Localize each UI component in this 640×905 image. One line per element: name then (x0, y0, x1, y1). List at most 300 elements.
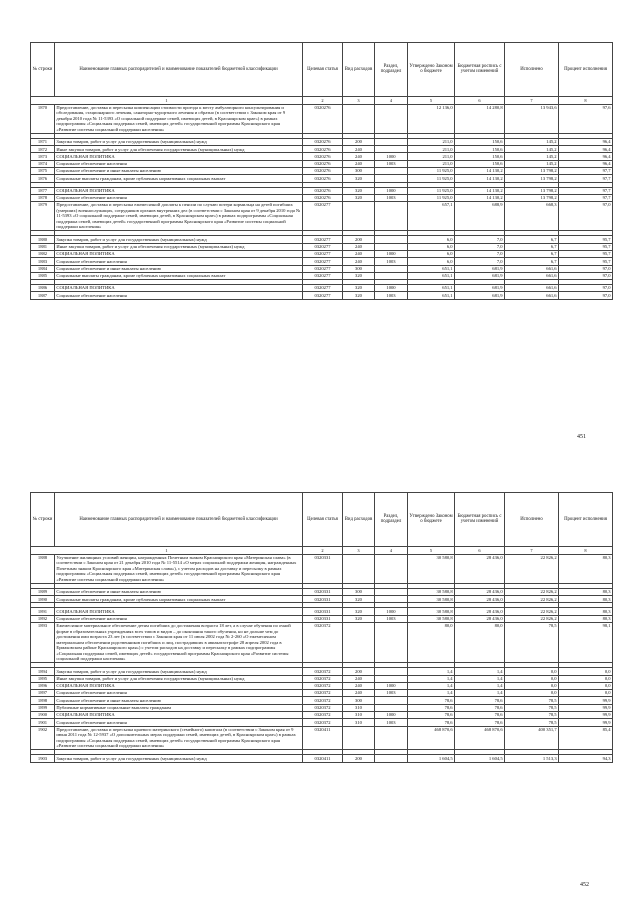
target-article: 0320276 (303, 167, 343, 174)
row-number: 1871 (31, 138, 55, 145)
target-article: 0320372 (303, 622, 343, 662)
target-article: 0320276 (303, 160, 343, 167)
section-code (375, 668, 408, 675)
column-number: 1 (31, 96, 303, 104)
budget-list-amount: 78,6 (455, 711, 505, 718)
document-page-451 (0, 0, 640, 452)
expense-type: 200 (343, 755, 375, 762)
execution-percent: 80,3 (559, 596, 613, 603)
target-article: 0320372 (303, 697, 343, 704)
expense-type: 240 (343, 146, 375, 153)
budget-list-amount: 78,6 (455, 719, 505, 726)
section-code (375, 726, 408, 750)
expense-type: 320 (343, 194, 375, 201)
approved-amount: 11 925,0 (408, 187, 455, 194)
execution-percent: 97,7 (559, 187, 613, 194)
budget-list-amount: 681,9 (455, 285, 505, 292)
execution-percent: 98,1 (559, 622, 613, 662)
approved-amount: 1 604,5 (408, 755, 455, 762)
target-article: 0320372 (303, 668, 343, 675)
row-number: 1882 (31, 250, 55, 257)
approved-amount: 30 580,8 (408, 596, 455, 603)
budget-list-amount: 14 130,2 (455, 167, 505, 174)
budget-list-amount: 28 436,0 (455, 588, 505, 595)
section-code: 1000 (375, 285, 408, 292)
budget-list-amount: 468 870,6 (455, 726, 505, 750)
approved-amount: 1,4 (408, 675, 455, 682)
section-code: 1000 (375, 711, 408, 718)
execution-percent: 80,3 (559, 608, 613, 615)
row-name: Иные закупки товаров, работ и услуг для обеспечения государственных (муниципальных) нужд (55, 243, 303, 250)
expense-type (343, 726, 375, 750)
column-number: 4 (375, 546, 408, 554)
execution-percent: 96,4 (559, 160, 613, 167)
column-number: 2 (303, 546, 343, 554)
executed-amount: 78,5 (505, 711, 559, 718)
header-row-number: № строки (31, 43, 55, 97)
row-number: 1888 (31, 554, 55, 583)
section-code (375, 236, 408, 243)
budget-list-amount: 28 436,0 (455, 608, 505, 615)
expense-type: 320 (343, 292, 375, 299)
table-row (31, 608, 613, 615)
expense-type: 310 (343, 704, 375, 711)
budget-list-amount: 28 436,0 (455, 596, 505, 603)
executed-amount: 78,5 (505, 719, 559, 726)
approved-amount: 6,0 (408, 258, 455, 265)
row-number: 1886 (31, 285, 55, 292)
expense-type: 200 (343, 236, 375, 243)
executed-amount: 13 798,2 (505, 175, 559, 182)
executed-amount: 6,7 (505, 250, 559, 257)
executed-amount: 145,2 (505, 138, 559, 145)
section-code (375, 104, 408, 133)
execution-percent: 80,3 (559, 554, 613, 583)
budget-list-amount: 7,0 (455, 236, 505, 243)
expense-type: 320 (343, 285, 375, 292)
expense-type: 240 (343, 160, 375, 167)
row-name: Предоставление, доставка и пересылка краевого материнского (семейного) капитала (в соответствии с Законом края от 9 июня 2011 года № 12-5937 «О дополнительных мерах поддержки семей, имеющих детей, в Красноярском крае») в рамках подпрограммы «Социальная поддержка семей, имеющих детей» государственной программы Красноярского края «Развитие системы социальной поддержки населения» (55, 726, 303, 750)
row-number: 1892 (31, 615, 55, 622)
section-code (375, 272, 408, 279)
budget-list-amount: 14 130,2 (455, 194, 505, 201)
target-article: 0320277 (303, 292, 343, 299)
execution-percent: 97,7 (559, 194, 613, 201)
budget-table (30, 42, 613, 300)
expense-type: 300 (343, 697, 375, 704)
row-number: 1899 (31, 704, 55, 711)
header-percent: Процент исполнения (559, 43, 613, 97)
executed-amount: 78,5 (505, 622, 559, 662)
header-budget-list: Бюджетная роспись с учетом изменений (455, 43, 505, 97)
execution-percent: 99,9 (559, 719, 613, 726)
execution-percent: 99,9 (559, 711, 613, 718)
row-name: Ежемесячное материальное обеспечение детям погибших до достижения возраста 18 лет, а в случае обучения по очной форме в образовательных учреждениях всех типов и видов – до окончания такого обучения, но не дольше чем до достижения ими возраста 23 лет (в соответствии с Законом края от 11 июля 2002 года № 2-260 «О ежемесячном материальном обеспечении родственников погибших и лиц, пострадавших в авиакатастрофе 28 апреля 2002 года в Ермаковском районе Красноярского края») с учетом расходов на доставку и пересылку в рамках подпрограммы «Социальная поддержка семей, имеющих детей» государственной программы Красноярского края «Развитие системы социальной поддержки населения» (55, 622, 303, 662)
header-name: Наименование главных распорядителей и наименование показателей бюджетной классификации (55, 43, 303, 97)
row-name: Предоставление, доставка и пересылка компенсации стоимости проезда к месту амбулаторного консультирования и обследования, стационарного лечения, санаторно-курортного лечения и обратно (в соответствии с Законом края от 9 декабря 2010 года № 11-5393 «О социальной поддержке семей, имеющих детей, в Красноярском крае») в рамках подпрограммы «Социальная поддержка семей, имеющих детей» государственной программы Красноярского края «Развитие системы социальной поддержки населения» (55, 104, 303, 133)
table-row (31, 704, 613, 711)
row-number: 1870 (31, 104, 55, 133)
row-name: Закупка товаров, работ и услуг для государственных (муниципальных) нужд (55, 138, 303, 145)
executed-amount: 13 798,2 (505, 167, 559, 174)
expense-type: 240 (343, 243, 375, 250)
approved-amount: 78,6 (408, 704, 455, 711)
section-code: 1003 (375, 719, 408, 726)
budget-list-amount: 150,6 (455, 138, 505, 145)
row-name: Социальные выплаты гражданам, кроме публичных нормативных социальных выплат (55, 596, 303, 603)
execution-percent: 97,0 (559, 272, 613, 279)
row-name: Социальное обеспечение населения (55, 615, 303, 622)
table-row (31, 167, 613, 174)
header-row-number: № строки (31, 493, 55, 547)
executed-amount: 6,7 (505, 236, 559, 243)
approved-amount: 1,4 (408, 668, 455, 675)
expense-type: 320 (343, 272, 375, 279)
executed-amount: 400 351,7 (505, 726, 559, 750)
expense-type: 240 (343, 682, 375, 689)
section-code (375, 243, 408, 250)
executed-amount: 22 826,2 (505, 615, 559, 622)
budget-list-amount: 78,6 (455, 704, 505, 711)
row-name: Закупка товаров, работ и услуг для государственных (муниципальных) нужд (55, 236, 303, 243)
table-row (31, 285, 613, 292)
approved-amount: 12 136,0 (408, 104, 455, 133)
executed-amount: 661,6 (505, 265, 559, 272)
section-code: 1003 (375, 690, 408, 697)
approved-amount: 30 580,8 (408, 554, 455, 583)
table-row (31, 596, 613, 603)
row-number: 1898 (31, 697, 55, 704)
column-number: 2 (303, 96, 343, 104)
budget-list-amount: 7,0 (455, 250, 505, 257)
row-name: Иные закупки товаров, работ и услуг для обеспечения государственных (муниципальных) нужд (55, 146, 303, 153)
section-code: 1003 (375, 615, 408, 622)
executed-amount: 1 513,3 (505, 755, 559, 762)
approved-amount: 11 925,0 (408, 167, 455, 174)
target-article: 0320277 (303, 243, 343, 250)
section-code: 1000 (375, 682, 408, 689)
header-expense-type: Вид расходов (343, 493, 375, 547)
column-number: 5 (408, 96, 455, 104)
target-article: 0320276 (303, 146, 343, 153)
row-name: Социальное обеспечение населения (55, 258, 303, 265)
expense-type: 300 (343, 588, 375, 595)
table-row (31, 243, 613, 250)
section-code (375, 554, 408, 583)
target-article: 0320372 (303, 690, 343, 697)
executed-amount: 145,2 (505, 160, 559, 167)
executed-amount: 145,2 (505, 153, 559, 160)
executed-amount: 13 798,2 (505, 187, 559, 194)
row-number: 1872 (31, 146, 55, 153)
expense-type: 200 (343, 138, 375, 145)
section-code: 1003 (375, 194, 408, 201)
column-number: 8 (559, 96, 613, 104)
expense-type: 300 (343, 167, 375, 174)
execution-percent: 95,7 (559, 258, 613, 265)
target-article: 0320331 (303, 615, 343, 622)
table-row (31, 160, 613, 167)
expense-type: 320 (343, 615, 375, 622)
row-name: Улучшение жилищных условий женщин, награжденных Почетным знаком Красноярского края «Материнская слава» (в соответствии с Законом края от 21 декабря 2010 года № 11-5514 «О мерах социальной поддержки женщин, награжденных Почетным знаком Красноярского края «Материнская слава»), с учетом расходов на доставку и пересылку в рамках подпрограммы «Социальная поддержка семей, имеющих детей» государственной программы Красноярского края «Развитие системы социальной поддержки населения» (55, 554, 303, 583)
table-row (31, 265, 613, 272)
table-row (31, 554, 613, 583)
expense-type: 240 (343, 153, 375, 160)
target-article: 0320277 (303, 272, 343, 279)
budget-list-amount: 14 130,2 (455, 187, 505, 194)
row-number: 1896 (31, 682, 55, 689)
budget-table (30, 492, 613, 763)
approved-amount: 651,1 (408, 272, 455, 279)
target-article: 0320276 (303, 153, 343, 160)
column-number: 4 (375, 96, 408, 104)
column-number: 8 (559, 546, 613, 554)
section-code (375, 588, 408, 595)
expense-type (343, 202, 375, 231)
row-name: Предоставление, доставка и пересылка ежемесячной доплаты к пенсии по случаю потери кормильца на детей погибших (умерших) военнослужащих, сотрудников органов внутренних дел (в соответствии с Законом края от 9 декабря 2010 года № 11-5393 «О социальной поддержке семей, имеющих детей, в Красноярском крае») в рамках подпрограммы «Социальная поддержка семей, имеющих детей» государственной программы Красноярского края «Развитие системы социальной поддержки населения» (55, 202, 303, 231)
row-number: 1884 (31, 265, 55, 272)
table-row (31, 104, 613, 133)
table-row (31, 187, 613, 194)
target-article: 0320277 (303, 285, 343, 292)
budget-list-amount: 150,6 (455, 160, 505, 167)
execution-percent: 0,0 (559, 675, 613, 682)
page-number: 452 (580, 882, 589, 888)
execution-percent: 96,4 (559, 153, 613, 160)
table-header (31, 43, 613, 105)
budget-list-amount: 7,0 (455, 258, 505, 265)
executed-amount: 13 943,6 (505, 104, 559, 133)
approved-amount: 211,0 (408, 146, 455, 153)
row-number: 1891 (31, 608, 55, 615)
approved-amount: 6,0 (408, 243, 455, 250)
executed-amount: 0,0 (505, 675, 559, 682)
row-name: СОЦИАЛЬНАЯ ПОЛИТИКА (55, 153, 303, 160)
table-row (31, 146, 613, 153)
row-name: Социальное обеспечение населения (55, 160, 303, 167)
target-article: 0320331 (303, 596, 343, 603)
approved-amount: 30 580,8 (408, 608, 455, 615)
row-name: СОЦИАЛЬНАЯ ПОЛИТИКА (55, 682, 303, 689)
table-row (31, 194, 613, 201)
row-number: 1889 (31, 588, 55, 595)
header-section: Раздел, подраздел (375, 493, 408, 547)
target-article: 0320276 (303, 194, 343, 201)
execution-percent: 97,7 (559, 167, 613, 174)
approved-amount: 211,0 (408, 153, 455, 160)
execution-percent: 0,0 (559, 682, 613, 689)
row-name: Публичные нормативные социальные выплаты гражданам (55, 704, 303, 711)
expense-type (343, 622, 375, 662)
approved-amount: 78,6 (408, 711, 455, 718)
table-row (31, 175, 613, 182)
expense-type: 200 (343, 668, 375, 675)
header-percent: Процент исполнения (559, 493, 613, 547)
row-name: Социальное обеспечение населения (55, 719, 303, 726)
row-name: Социальное обеспечение и иные выплаты населению (55, 167, 303, 174)
executed-amount: 22 826,2 (505, 554, 559, 583)
budget-list-amount: 681,9 (455, 265, 505, 272)
table-row (31, 668, 613, 675)
row-number: 1883 (31, 258, 55, 265)
document-page-452 (0, 452, 640, 905)
column-number: 6 (455, 546, 505, 554)
column-number: 1 (31, 546, 303, 554)
section-code (375, 175, 408, 182)
table-row (31, 622, 613, 662)
row-number: 1879 (31, 202, 55, 231)
table-row (31, 272, 613, 279)
executed-amount: 78,5 (505, 704, 559, 711)
table-row (31, 250, 613, 257)
target-article: 0320411 (303, 755, 343, 762)
execution-percent: 0,0 (559, 668, 613, 675)
executed-amount: 661,6 (505, 272, 559, 279)
expense-type (343, 554, 375, 583)
execution-percent: 96,4 (559, 138, 613, 145)
target-article: 0320372 (303, 675, 343, 682)
target-article: 0320277 (303, 265, 343, 272)
row-number: 1900 (31, 711, 55, 718)
table-header (31, 493, 613, 555)
row-number: 1880 (31, 236, 55, 243)
row-number: 1890 (31, 596, 55, 603)
expense-type: 310 (343, 719, 375, 726)
table-row (31, 588, 613, 595)
row-name: Иные закупки товаров, работ и услуг для обеспечения государственных (муниципальных) нужд (55, 675, 303, 682)
target-article: 0320276 (303, 187, 343, 194)
row-name: Социальное обеспечение и иные выплаты населению (55, 588, 303, 595)
row-number: 1902 (31, 726, 55, 750)
header-approved: Утверждено Законом о бюджете (408, 493, 455, 547)
column-number: 3 (343, 96, 375, 104)
approved-amount: 468 870,6 (408, 726, 455, 750)
table-row (31, 690, 613, 697)
executed-amount: 13 798,2 (505, 194, 559, 201)
header-budget-list: Бюджетная роспись с учетом изменений (455, 493, 505, 547)
approved-amount: 6,0 (408, 250, 455, 257)
approved-amount: 6,0 (408, 236, 455, 243)
target-article: 0320277 (303, 202, 343, 231)
target-article: 0320331 (303, 608, 343, 615)
budget-list-amount: 1,4 (455, 690, 505, 697)
execution-percent: 97,0 (559, 265, 613, 272)
table-row (31, 682, 613, 689)
executed-amount: 661,6 (505, 292, 559, 299)
column-number: 5 (408, 546, 455, 554)
row-number: 1878 (31, 194, 55, 201)
row-name: Социальные выплаты гражданам, кроме публичных нормативных социальных выплат (55, 272, 303, 279)
execution-percent: 95,7 (559, 250, 613, 257)
header-section: Раздел, подраздел (375, 43, 408, 97)
budget-list-amount: 28 436,0 (455, 615, 505, 622)
executed-amount: 0,0 (505, 690, 559, 697)
row-name: Социальное обеспечение населения (55, 194, 303, 201)
budget-list-amount: 80,0 (455, 622, 505, 662)
execution-percent: 99,9 (559, 697, 613, 704)
budget-list-amount: 1,4 (455, 682, 505, 689)
expense-type: 300 (343, 265, 375, 272)
executed-amount: 145,2 (505, 146, 559, 153)
target-article: 0320277 (303, 250, 343, 257)
section-code (375, 596, 408, 603)
approved-amount: 30 580,8 (408, 588, 455, 595)
target-article: 0320372 (303, 704, 343, 711)
table-row (31, 138, 613, 145)
section-code (375, 138, 408, 145)
row-name: Закупка товаров, работ и услуг для государственных (муниципальных) нужд (55, 668, 303, 675)
executed-amount: 22 826,2 (505, 588, 559, 595)
header-executed: Исполнено (505, 493, 559, 547)
column-number: 6 (455, 96, 505, 104)
executed-amount: 6,7 (505, 243, 559, 250)
header-target-article: Целевая статья (303, 43, 343, 97)
budget-list-amount: 28 436,0 (455, 554, 505, 583)
table-row (31, 726, 613, 750)
row-number: 1875 (31, 167, 55, 174)
target-article: 0320277 (303, 236, 343, 243)
expense-type: 320 (343, 608, 375, 615)
table-body (31, 554, 613, 762)
row-number: 1895 (31, 675, 55, 682)
row-number: 1894 (31, 668, 55, 675)
row-name: СОЦИАЛЬНАЯ ПОЛИТИКА (55, 711, 303, 718)
executed-amount: 0,0 (505, 668, 559, 675)
execution-percent: 94,3 (559, 755, 613, 762)
table-row (31, 292, 613, 299)
section-code (375, 146, 408, 153)
target-article: 0320331 (303, 554, 343, 583)
row-name: СОЦИАЛЬНАЯ ПОЛИТИКА (55, 250, 303, 257)
row-number: 1901 (31, 719, 55, 726)
section-code (375, 265, 408, 272)
execution-percent: 80,3 (559, 615, 613, 622)
approved-amount: 651,1 (408, 292, 455, 299)
target-article: 0320276 (303, 104, 343, 133)
table-row (31, 755, 613, 762)
table-row (31, 153, 613, 160)
executed-amount: 668,3 (505, 202, 559, 231)
execution-percent: 97,0 (559, 285, 613, 292)
execution-percent: 85,4 (559, 726, 613, 750)
row-number: 1885 (31, 272, 55, 279)
row-name: СОЦИАЛЬНАЯ ПОЛИТИКА (55, 285, 303, 292)
table-row (31, 615, 613, 622)
column-number: 7 (505, 96, 559, 104)
section-code: 1003 (375, 258, 408, 265)
execution-percent: 95,7 (559, 236, 613, 243)
budget-list-amount: 78,6 (455, 697, 505, 704)
header-approved: Утверждено Законом о бюджете (408, 43, 455, 97)
approved-amount: 78,6 (408, 719, 455, 726)
expense-type: 320 (343, 175, 375, 182)
execution-percent: 80,3 (559, 588, 613, 595)
budget-list-amount: 150,6 (455, 146, 505, 153)
row-number: 1874 (31, 160, 55, 167)
executed-amount: 22 826,2 (505, 596, 559, 603)
target-article: 0320372 (303, 719, 343, 726)
budget-list-amount: 681,9 (455, 292, 505, 299)
execution-percent: 97,0 (559, 202, 613, 231)
row-number: 1877 (31, 187, 55, 194)
row-name: Закупка товаров, работ и услуг для государственных (муниципальных) нужд (55, 755, 303, 762)
section-code (375, 704, 408, 711)
table-body (31, 104, 613, 299)
column-number: 3 (343, 546, 375, 554)
row-name: Социальное обеспечение и иные выплаты населению (55, 265, 303, 272)
header-executed: Исполнено (505, 43, 559, 97)
target-article: 0320411 (303, 726, 343, 750)
